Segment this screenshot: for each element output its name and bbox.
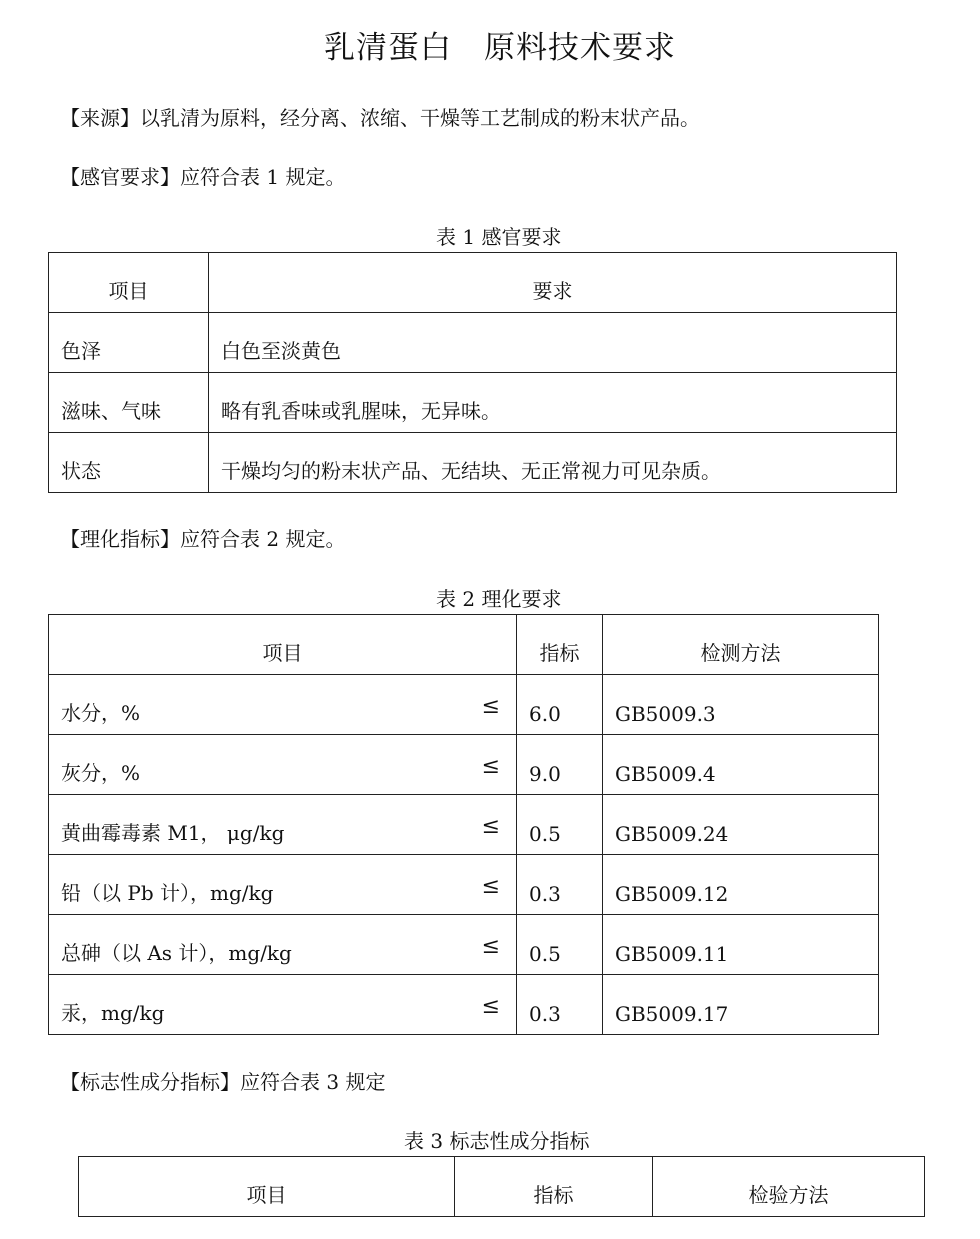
table-header-row [49, 615, 879, 675]
source-paragraph: 【来源】以乳清为原料，经分离、浓缩、干燥等工艺制成的粉末状产品。 [60, 106, 700, 130]
lte-symbol: ≤ [481, 994, 500, 1019]
physchem-intro: 【理化指标】应符合表 2 规定。 [60, 527, 346, 551]
item-label: 总砷（以 As 计），mg/kg [61, 941, 292, 965]
table-row [49, 433, 897, 493]
item-label: 水分，% [61, 701, 141, 725]
table-header-row [79, 1157, 925, 1217]
table-header-row [49, 253, 897, 313]
header-cell: 指标 [517, 615, 603, 675]
requirement-cell: 白色至淡黄色 [209, 313, 897, 373]
item-cell: 滋味、气味 [49, 373, 209, 433]
header-cell: 检验方法 [653, 1157, 925, 1217]
header-cell: 项目 [49, 253, 209, 313]
value-cell: 6.0 [517, 675, 603, 735]
sensory-table [48, 252, 897, 493]
table-row [49, 975, 879, 1035]
table1-caption: 表 1 感官要求 [436, 225, 562, 249]
method-cell: GB5009.4 [603, 735, 879, 795]
lte-symbol: ≤ [481, 934, 500, 959]
method-cell: GB5009.3 [603, 675, 879, 735]
item-cell [49, 735, 517, 795]
document-title: 乳清蛋白 原料技术要求 [324, 30, 676, 66]
item-label: 铅（以 Pb 计），mg/kg [61, 881, 274, 905]
item-cell: 状态 [49, 433, 209, 493]
header-cell: 要求 [209, 253, 897, 313]
sensory-intro: 【感官要求】应符合表 1 规定。 [60, 165, 346, 189]
method-cell: GB5009.12 [603, 855, 879, 915]
header-cell: 项目 [49, 615, 517, 675]
method-cell: GB5009.11 [603, 915, 879, 975]
item-cell [49, 795, 517, 855]
table-row [49, 373, 897, 433]
value-cell: 0.3 [517, 975, 603, 1035]
lte-symbol: ≤ [481, 814, 500, 839]
physchem-table [48, 614, 879, 1035]
requirement-cell: 干燥均匀的粉末状产品、无结块、无正常视力可见杂质。 [209, 433, 897, 493]
lte-symbol: ≤ [481, 694, 500, 719]
table3-caption: 表 3 标志性成分指标 [404, 1129, 590, 1153]
table-row [49, 915, 879, 975]
item-cell: 色泽 [49, 313, 209, 373]
requirement-cell: 略有乳香味或乳腥味，无异味。 [209, 373, 897, 433]
method-cell: GB5009.17 [603, 975, 879, 1035]
value-cell: 9.0 [517, 735, 603, 795]
value-cell: 0.5 [517, 915, 603, 975]
table-row [49, 855, 879, 915]
item-label: 汞，mg/kg [61, 1001, 165, 1025]
item-cell [49, 975, 517, 1035]
header-cell: 指标 [455, 1157, 653, 1217]
marker-table [78, 1156, 925, 1217]
value-cell: 0.3 [517, 855, 603, 915]
marker-intro: 【标志性成分指标】应符合表 3 规定 [60, 1070, 386, 1094]
table-row [49, 735, 879, 795]
table-row [49, 313, 897, 373]
table-row [49, 795, 879, 855]
item-cell [49, 915, 517, 975]
item-label: 黄曲霉毒素 M1， μg/kg [61, 821, 285, 845]
header-cell: 检测方法 [603, 615, 879, 675]
table2-caption: 表 2 理化要求 [436, 587, 562, 611]
value-cell: 0.5 [517, 795, 603, 855]
method-cell: GB5009.24 [603, 795, 879, 855]
header-cell: 项目 [79, 1157, 455, 1217]
item-label: 灰分，% [61, 761, 141, 785]
lte-symbol: ≤ [481, 754, 500, 779]
table-row [49, 675, 879, 735]
item-cell [49, 855, 517, 915]
lte-symbol: ≤ [481, 874, 500, 899]
item-cell [49, 675, 517, 735]
